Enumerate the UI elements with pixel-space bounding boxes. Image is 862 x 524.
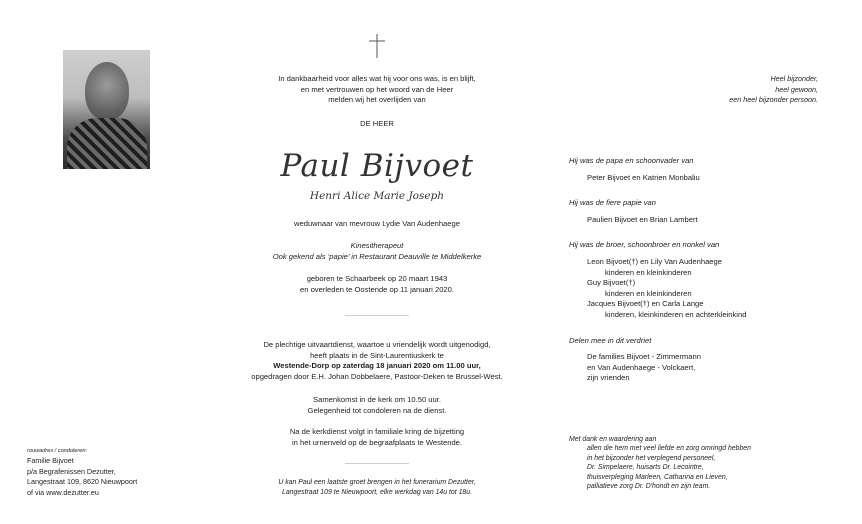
verdriet-line: zijn vrienden bbox=[587, 373, 630, 383]
broer-line: kinderen en kleinkinderen bbox=[605, 288, 692, 298]
burial-block bbox=[218, 427, 536, 448]
thanks-line: allen die hem met veel liefde en zorg omringd hebben bbox=[587, 445, 751, 453]
footer-line: U kan Paul een laatste groet brengen in het funerarium Dezutter, bbox=[278, 479, 476, 486]
address-line: Familie Bijvoet bbox=[27, 456, 74, 466]
cross-icon bbox=[368, 34, 386, 58]
ceremony-line: De plechtige uitvaartdienst, waartoe u vriendelijk wordt uitgenodigd, bbox=[263, 340, 491, 349]
fiere-line: Paulien Bijvoet en Brian Lambert bbox=[587, 214, 698, 224]
thanks-line: palliatieve zorg Dr. D'hondt en zijn team. bbox=[587, 483, 711, 491]
thanks-line: Dr. Simpelaere, huisarts Dr. Lecointre, bbox=[587, 464, 704, 472]
broer-line: Jacques Bijvoet(†) en Carla Lange bbox=[587, 299, 704, 309]
ceremony-line: heeft plaats in de Sint-Laurentiuskerk te bbox=[310, 350, 444, 360]
gathering-line: Gelegenheid tot condoleren na de dienst. bbox=[307, 405, 447, 415]
intro-line: In dankbaarheid voor alles wat hij voor ons was, is en blijft, bbox=[278, 74, 476, 83]
address-block bbox=[27, 446, 137, 498]
ceremony-block bbox=[218, 340, 536, 382]
divider bbox=[345, 315, 409, 316]
deceased-name: Paul Bijvoet bbox=[280, 148, 474, 184]
intro-line: en met vertrouwen op het woord van de Heer bbox=[300, 84, 454, 94]
divider bbox=[345, 463, 409, 464]
broer-line: kinderen en kleinkinderen bbox=[605, 267, 692, 277]
broer-line: kinderen, kleinkinderen en achterkleinkind bbox=[605, 309, 747, 319]
portrait-head bbox=[85, 62, 129, 120]
papa-line: Peter Bijvoet en Katrien Monbaliu bbox=[587, 172, 700, 182]
footer-line: Langestraat 109 te Nieuwpoort, elke werkdag van 14u tot 18u. bbox=[281, 489, 472, 497]
intro-text bbox=[218, 74, 536, 106]
family-list bbox=[569, 156, 809, 384]
gathering-block bbox=[218, 395, 536, 416]
papa-title: Hij was de papa en schoonvader van bbox=[569, 156, 694, 165]
profession: Kinesitherapeut bbox=[350, 241, 404, 250]
burial-line: Na de kerkdienst volgt in familiale kring de bijzetting bbox=[289, 427, 465, 436]
intro-line: melden wij het overlijden van bbox=[328, 95, 426, 105]
verdriet-title: Delen mee in dit verdriet bbox=[569, 335, 652, 345]
footer-note bbox=[218, 478, 536, 499]
address-heading: rouwadres / condoleren: bbox=[27, 448, 88, 454]
ceremony-date: Westende-Dorp op zaterdag 18 januari 2020 om 11.00 uur, bbox=[273, 361, 481, 371]
address-line: of via www.dezutter.eu bbox=[27, 487, 99, 497]
thanks-line: in het bijzonder het verplegend personeel, bbox=[587, 454, 716, 462]
thanks-block bbox=[569, 435, 819, 491]
gathering-line: Samenkomst in de kerk om 10.50 uur. bbox=[313, 395, 441, 404]
address-line: p/a Begrafenissen Dezutter, bbox=[27, 466, 116, 476]
born-line: geboren te Schaarbeek op 20 maart 1943 bbox=[306, 274, 448, 283]
thanks-line: thuisverpleging Marleen, Catharina en Lieven, bbox=[587, 473, 728, 481]
quote-line: een heel bijzonder persoon. bbox=[729, 95, 818, 105]
widower-line: weduwnaar van mevrouw Lydie Van Audenhaege bbox=[294, 219, 460, 228]
fiere-title: Hij was de fiere papie van bbox=[569, 198, 656, 208]
broer-line: Guy Bijvoet(†) bbox=[587, 278, 636, 288]
thanks-line: Met dank en waardering aan bbox=[569, 436, 657, 443]
profession-block bbox=[218, 241, 536, 262]
verdriet-line: en Van Audenhaege - Volckaert, bbox=[587, 362, 696, 372]
portrait-shirt bbox=[67, 118, 147, 169]
ceremony-line: opgedragen door E.H. Johan Dobbelaere, Pastoor-Deken te Brussel-West. bbox=[251, 371, 503, 381]
portrait-photo bbox=[63, 50, 150, 169]
verdriet-line: De families Bijvoet - Zimmermann bbox=[587, 352, 701, 362]
died-line: en overleden te Oostende op 11 januari 2020. bbox=[300, 284, 454, 294]
broer-line: Leon Bijvoet(†) en Lily Van Audenhaege bbox=[587, 256, 722, 266]
address-line: Langestraat 109, 8620 Nieuwpoort bbox=[27, 477, 138, 487]
quote-line: heel gewoon, bbox=[775, 84, 818, 94]
broer-title: Hij was de broer, schoonbroer en nonkel van bbox=[569, 240, 720, 250]
title-prefix: DE HEER bbox=[360, 119, 394, 128]
known-as: Ook gekend als ‘papie’ in Restaurant Deauville te Middelkerke bbox=[272, 251, 482, 261]
quote-line: Heel bijzonder, bbox=[770, 74, 818, 83]
burial-line: in het urnenveld op de begraafplaats te Westende. bbox=[292, 437, 462, 447]
given-names: Henri Alice Marie Joseph bbox=[309, 190, 445, 202]
dates-block bbox=[218, 274, 536, 295]
quote-block bbox=[690, 74, 818, 106]
